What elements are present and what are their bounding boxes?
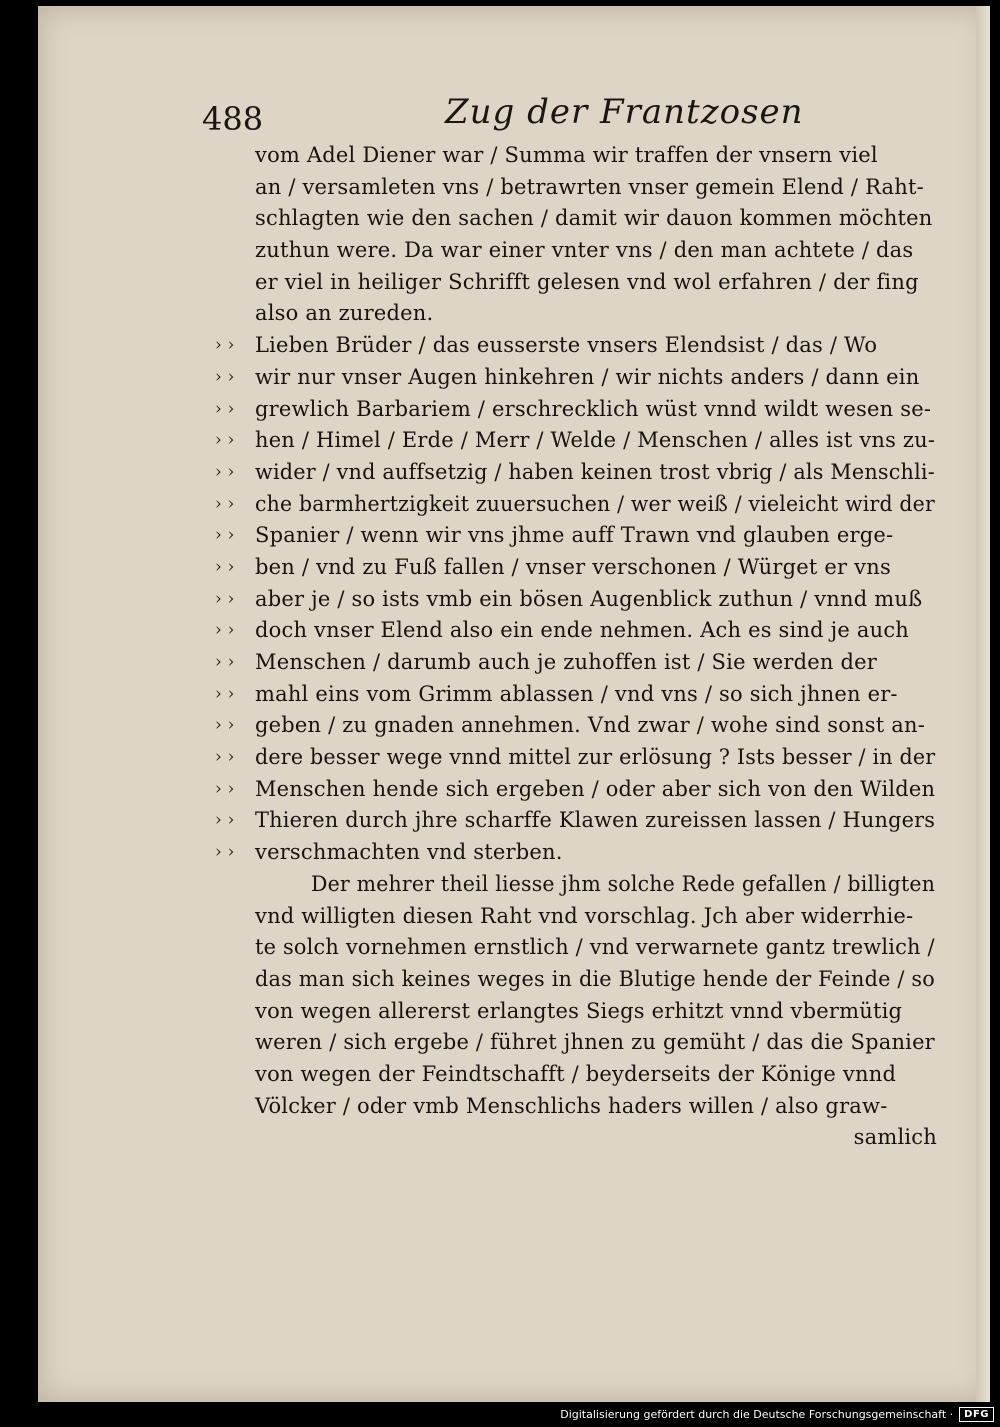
line-text: er viel in heiliger Schrifft gelesen vnd wol erfahren / der fing bbox=[255, 269, 919, 294]
text-line bbox=[215, 901, 945, 933]
line-text: Völcker / oder vmb Menschlichs haders willen / also graw- bbox=[255, 1093, 888, 1118]
line-text: von wegen allererst erlangtes Siegs erhitzt vnnd vbermütig bbox=[255, 998, 903, 1023]
quote-mark: › › bbox=[215, 747, 235, 768]
line-text: hen / Himel / Erde / Merr / Welde / Menschen / alles ist vns zu- bbox=[255, 428, 936, 453]
line-text: zuthun were. Da war einer vnter vns / den man achtete / das bbox=[255, 238, 914, 263]
quote-mark: › › bbox=[215, 588, 235, 609]
line-text: wider / vnd auffsetzig / haben keinen trost vbrig / als Menschli- bbox=[255, 459, 935, 484]
text-line bbox=[215, 1059, 945, 1091]
line-text: wir nur vnser Augen hinkehren / wir nichts anders / dann ein bbox=[255, 364, 920, 389]
text-line bbox=[215, 330, 945, 362]
text-line bbox=[215, 996, 945, 1028]
quote-mark: › › bbox=[215, 556, 235, 577]
text-line bbox=[215, 203, 945, 235]
line-text: grewlich Barbariem / erschrecklich wüst vnnd wildt wesen se- bbox=[255, 396, 932, 421]
catchword: samlich bbox=[853, 1125, 937, 1150]
text-line bbox=[215, 362, 945, 394]
text-line bbox=[215, 425, 945, 457]
line-text: te solch vornehmen ernstlich / vnd verwarnete gantz trewlich / bbox=[255, 935, 935, 960]
quote-mark: › › bbox=[215, 430, 235, 451]
text-line bbox=[215, 932, 945, 964]
line-text: vom Adel Diener war / Summa wir traffen der vnsern viel bbox=[255, 143, 878, 167]
quote-mark: › › bbox=[215, 683, 235, 704]
quote-mark: › › bbox=[215, 810, 235, 831]
line-text: dere besser wege vnnd mittel zur erlösung ? Ists besser / in der bbox=[255, 745, 936, 770]
line-text: verschmachten vnd sterben. bbox=[255, 840, 563, 865]
quote-mark: › › bbox=[215, 715, 235, 736]
text-line bbox=[215, 647, 945, 679]
quote-mark: › › bbox=[215, 335, 235, 356]
running-title: Zug der Frantzosen bbox=[445, 92, 804, 132]
quote-mark: › › bbox=[215, 493, 235, 514]
line-text: das man sich keines weges in die Blutige hende der Feinde / so bbox=[255, 966, 936, 991]
quote-mark: › › bbox=[215, 398, 235, 419]
text-line bbox=[215, 679, 945, 711]
text-line bbox=[215, 489, 945, 521]
text-line bbox=[215, 1091, 945, 1123]
footer bbox=[560, 1405, 994, 1423]
text-line bbox=[215, 267, 945, 299]
line-text: weren / sich ergebe / führet jhnen zu gemüht / das die Spanier bbox=[255, 1030, 935, 1055]
quote-mark: › › bbox=[215, 620, 235, 641]
quote-mark: › › bbox=[215, 842, 235, 863]
text-line bbox=[215, 235, 945, 267]
line-text: Menschen / darumb auch je zuhoffen ist / Sie werden der bbox=[255, 650, 877, 674]
quote-mark: › › bbox=[215, 366, 235, 387]
quote-mark: › › bbox=[215, 652, 235, 672]
line-text: Der mehrer theil liesse jhm solche Rede gefallen / billigten bbox=[311, 871, 936, 896]
line-text: doch vnser Elend also ein ende nehmen. Ach es sind je auch bbox=[255, 618, 910, 643]
line-text: ben / vnd zu Fuß fallen / vnser verschonen / Würget er vns bbox=[255, 554, 891, 579]
text-line bbox=[215, 710, 945, 742]
text-line bbox=[215, 552, 945, 584]
text-line bbox=[215, 774, 945, 806]
body-text bbox=[215, 140, 945, 1154]
text-line bbox=[215, 298, 945, 330]
line-text: also an zureden. bbox=[255, 301, 434, 326]
text-line bbox=[215, 837, 945, 869]
text-line bbox=[215, 140, 945, 172]
dfg-logo: DFG bbox=[959, 1407, 994, 1422]
text-line bbox=[215, 457, 945, 489]
text-line bbox=[215, 1122, 945, 1154]
text-line bbox=[215, 615, 945, 647]
footer-credit: Digitalisierung gefördert durch die Deutsche Forschungsgemeinschaft · bbox=[560, 1407, 954, 1421]
page-number: 488 bbox=[202, 100, 264, 138]
line-text: geben / zu gnaden annehmen. Vnd zwar / wohe sind sonst an- bbox=[255, 713, 926, 738]
text-line bbox=[215, 584, 945, 616]
line-text: an / versamleten vns / betrawrten vnser gemein Elend / Raht- bbox=[255, 174, 924, 199]
text-line bbox=[215, 869, 945, 901]
line-text: vnd willigten diesen Raht vnd vorschlag. Jch aber widerrhie- bbox=[255, 903, 914, 928]
quote-mark: › › bbox=[215, 525, 235, 546]
text-line bbox=[215, 520, 945, 552]
quote-mark: › › bbox=[215, 461, 235, 482]
quote-mark: › › bbox=[215, 778, 235, 799]
text-line bbox=[215, 1027, 945, 1059]
line-text: von wegen der Feindtschafft / beyderseits der Könige vnnd bbox=[255, 1061, 897, 1086]
line-text: Lieben Brüder / das eusserste vnsers Elendsist / das / Wo bbox=[255, 333, 878, 358]
line-text: Thieren durch jhre scharffe Klawen zureissen lassen / Hungers bbox=[255, 808, 936, 833]
text-line bbox=[215, 394, 945, 426]
text-line bbox=[215, 964, 945, 996]
line-text: Menschen hende sich ergeben / oder aber sich von den Wilden bbox=[255, 776, 936, 801]
line-text: Spanier / wenn wir vns jhme auff Trawn vnd glauben erge- bbox=[255, 523, 894, 548]
text-line bbox=[215, 805, 945, 837]
line-text: mahl eins vom Grimm ablassen / vnd vns / so sich jhnen er- bbox=[255, 681, 898, 706]
line-text: schlagten wie den sachen / damit wir dauon kommen möchten bbox=[255, 206, 933, 231]
page-edge bbox=[976, 6, 990, 1402]
text-line bbox=[215, 742, 945, 774]
text-line bbox=[215, 172, 945, 204]
line-text: aber je / so ists vmb ein bösen Augenblick zuthun / vnnd muß bbox=[255, 586, 923, 611]
line-text: che barmhertzigkeit zuuersuchen / wer weiß / vieleicht wird der bbox=[255, 491, 935, 516]
